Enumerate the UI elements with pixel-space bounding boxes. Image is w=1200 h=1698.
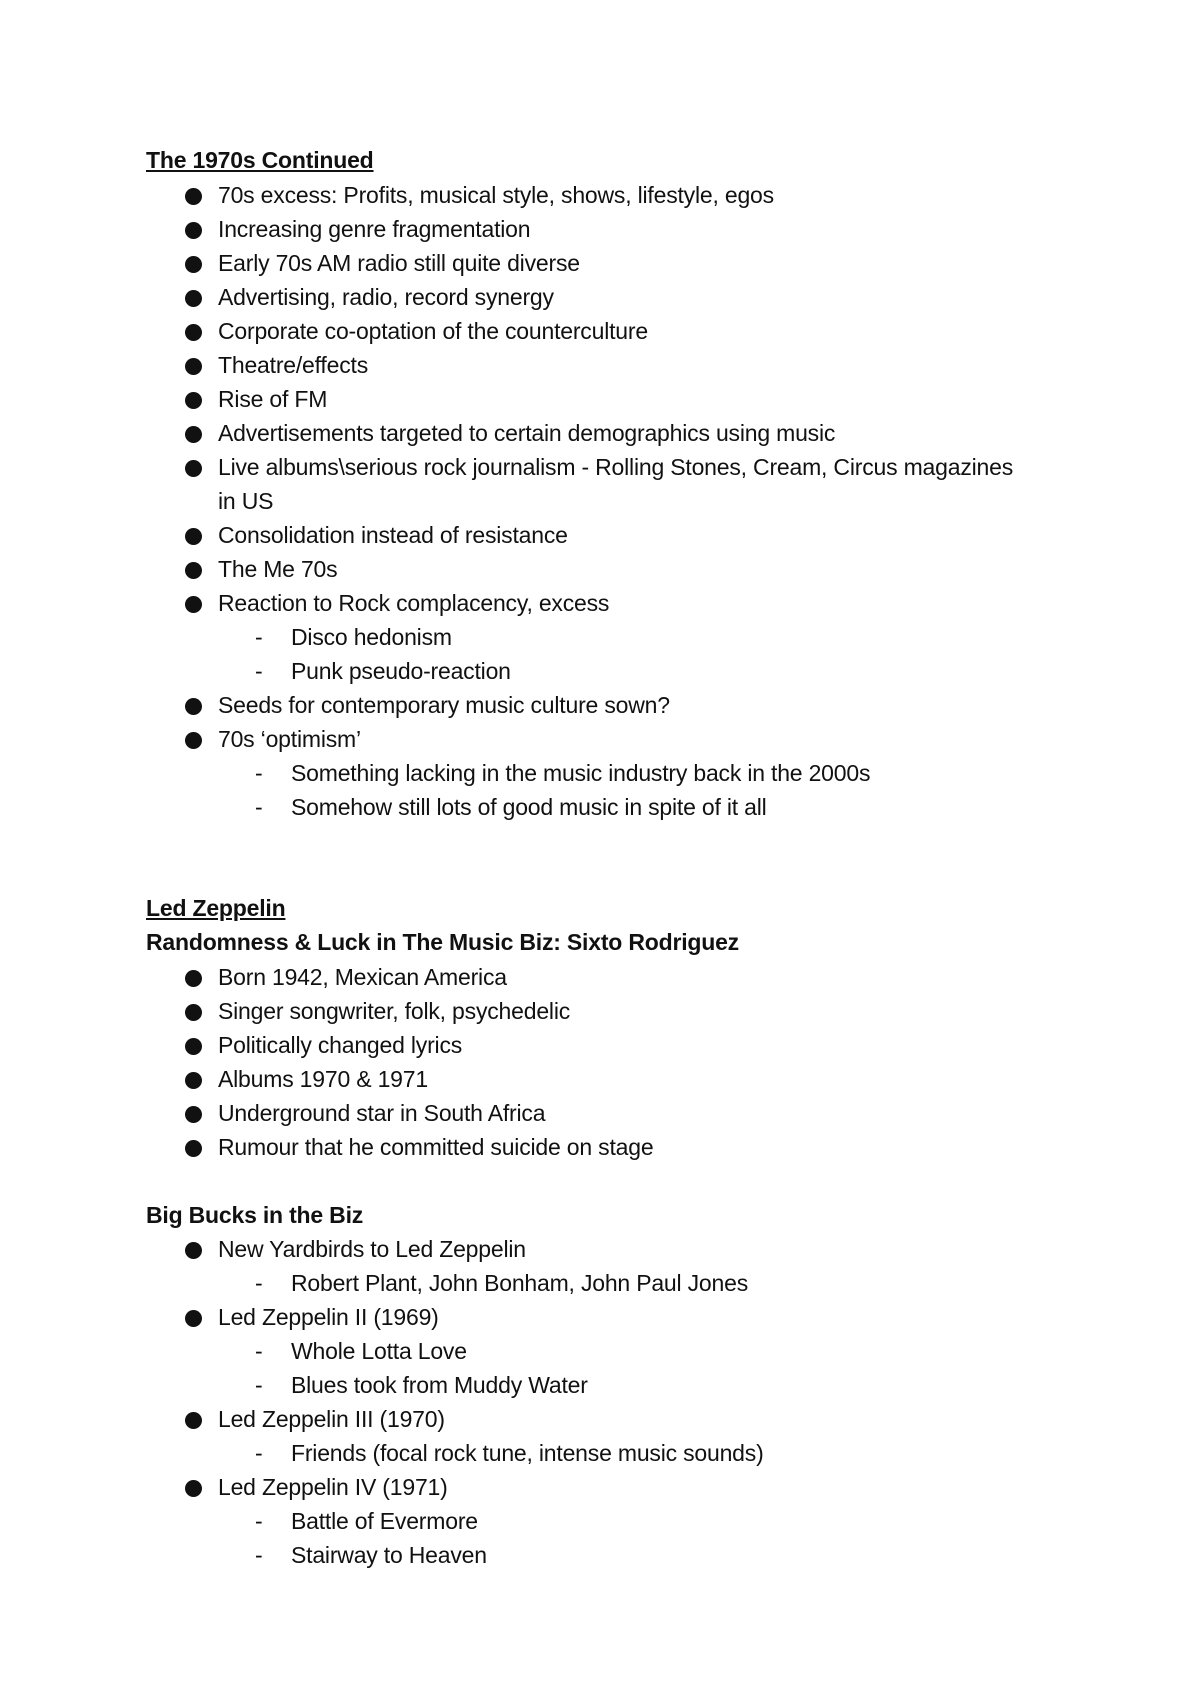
bullet-item: Seeds for contemporary music culture sown? [218, 692, 670, 718]
bullet-icon [185, 426, 202, 443]
dash-marker: - [255, 760, 263, 786]
bullet-icon [185, 970, 202, 987]
sub-item: Somehow still lots of good music in spite of it all [291, 794, 767, 820]
sub-item: Blues took from Muddy Water [291, 1372, 588, 1398]
bullet-item: Rise of FM [218, 386, 328, 412]
sub-item: Robert Plant, John Bonham, John Paul Jones [291, 1270, 749, 1296]
bullet-item: Consolidation instead of resistance [218, 522, 568, 548]
bullet-item: Reaction to Rock complacency, excess [218, 590, 610, 616]
section-heading-led-zeppelin: Led Zeppelin [146, 895, 286, 921]
bullet-item: Led Zeppelin III (1970) [218, 1406, 445, 1432]
section-heading-big-bucks: Big Bucks in the Biz [146, 1202, 364, 1228]
bullet-icon [185, 1242, 202, 1259]
bullet-icon [185, 188, 202, 205]
bullet-icon [185, 1412, 202, 1429]
bullet-item: Advertisements targeted to certain demographics using music [218, 420, 836, 446]
bullet-item: Underground star in South Africa [218, 1100, 546, 1126]
bullet-icon [185, 596, 202, 613]
bullet-icon [185, 698, 202, 715]
bullet-item: Advertising, radio, record synergy [218, 284, 554, 310]
dash-marker: - [255, 1270, 263, 1296]
bullet-icon [185, 222, 202, 239]
bullet-item-continuation: in US [218, 488, 274, 514]
bullet-icon [185, 1004, 202, 1021]
sub-item: Disco hedonism [291, 624, 452, 650]
bullet-icon [185, 324, 202, 341]
bullet-icon [185, 1140, 202, 1157]
bullet-icon [185, 290, 202, 307]
section-subheading: Randomness & Luck in The Music Biz: Sixto Rodriguez [146, 929, 739, 955]
bullet-item: The Me 70s [218, 556, 338, 582]
bullet-item: Politically changed lyrics [218, 1032, 463, 1058]
bullet-icon [185, 1038, 202, 1055]
bullet-item: Born 1942, Mexican America [218, 964, 507, 990]
bullet-icon [185, 460, 202, 477]
bullet-icon [185, 562, 202, 579]
bullet-item: 70s ‘optimism’ [218, 726, 361, 752]
bullet-icon [185, 732, 202, 749]
bullet-item: Singer songwriter, folk, psychedelic [218, 998, 571, 1024]
bullet-item: Early 70s AM radio still quite diverse [218, 250, 580, 276]
bullet-item: Live albums\serious rock journalism - Rolling Stones, Cream, Circus magazines [218, 454, 1014, 480]
bullet-icon [185, 1072, 202, 1089]
bullet-icon [185, 1310, 202, 1327]
dash-marker: - [255, 1440, 263, 1466]
dash-marker: - [255, 1542, 263, 1568]
bullet-item: Increasing genre fragmentation [218, 216, 531, 242]
bullet-icon [185, 1480, 202, 1497]
bullet-icon [185, 1106, 202, 1123]
dash-marker: - [255, 624, 263, 650]
bullet-item: Theatre/effects [218, 352, 368, 378]
dash-marker: - [255, 794, 263, 820]
bullet-icon [185, 392, 202, 409]
bullet-item: 70s excess: Profits, musical style, shows, lifestyle, egos [218, 182, 774, 208]
section-heading-1970s: The 1970s Continued [146, 147, 374, 173]
bullet-icon [185, 358, 202, 375]
dash-marker: - [255, 1508, 263, 1534]
sub-item: Battle of Evermore [291, 1508, 478, 1534]
bullet-item: Albums 1970 & 1971 [218, 1066, 428, 1092]
sub-item: Stairway to Heaven [291, 1542, 487, 1568]
bullet-icon [185, 528, 202, 545]
sub-item: Whole Lotta Love [291, 1338, 467, 1364]
sub-item: Punk pseudo-reaction [291, 658, 511, 684]
dash-marker: - [255, 658, 263, 684]
bullet-icon [185, 256, 202, 273]
sub-item: Friends (focal rock tune, intense music sounds) [291, 1440, 764, 1466]
dash-marker: - [255, 1338, 263, 1364]
bullet-item: Led Zeppelin II (1969) [218, 1304, 439, 1330]
bullet-item: Corporate co-optation of the counterculture [218, 318, 648, 344]
sub-item: Something lacking in the music industry back in the 2000s [291, 760, 871, 786]
dash-marker: - [255, 1372, 263, 1398]
bullet-item: Rumour that he committed suicide on stage [218, 1134, 654, 1160]
bullet-item: Led Zeppelin IV (1971) [218, 1474, 448, 1500]
bullet-item: New Yardbirds to Led Zeppelin [218, 1236, 526, 1262]
